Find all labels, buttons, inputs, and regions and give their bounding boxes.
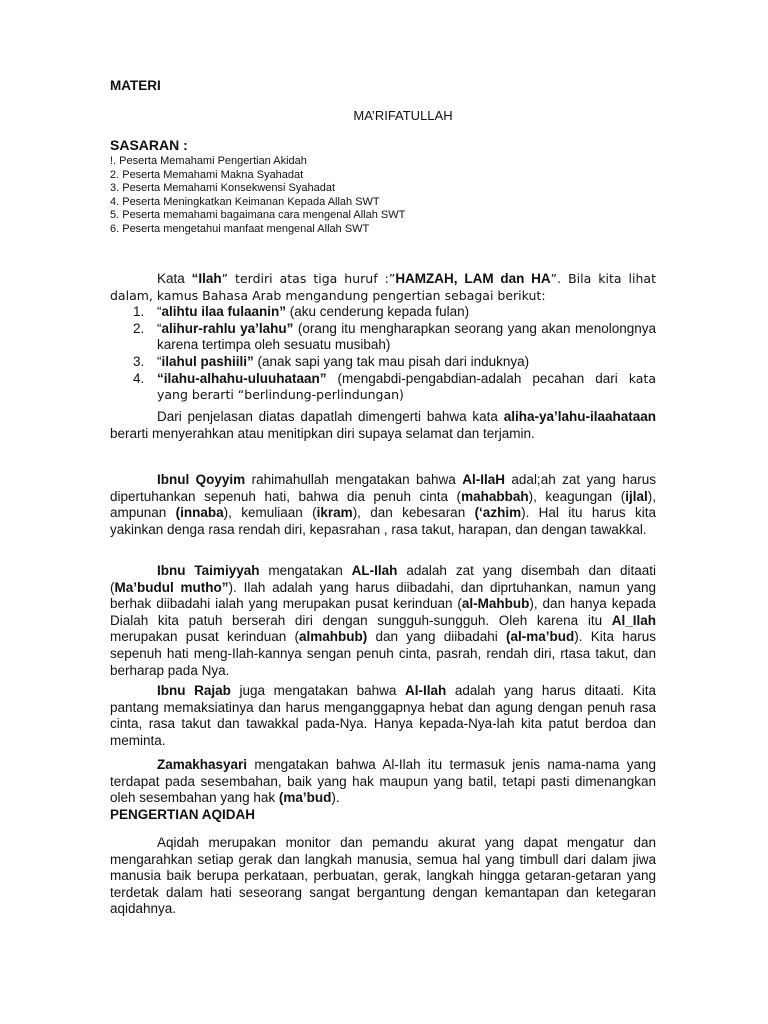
list-item: 4. Peserta Meningkatkan Keimanan Kepada Allah SWT [110, 195, 380, 208]
list-item: 2. “alihur-rahlu ya’lahu” (orang itu mengharapkan seorang yang akan menolongnya karena tertimpa oleh sesuatu musibah) [133, 320, 656, 353]
list-item: 1. “alihtu ilaa fulaanin” (aku cenderung kepada fulan) [133, 304, 470, 320]
page-title: MA’RIFATULLAH [353, 108, 453, 123]
paragraph-ibnu-taimiyyah: Ibnu Taimiyyah mengatakan AL-Ilah adalah zat yang disembah dan ditaati (Ma’budul mutho”). Ilah adalah yang harus diibadahi, dan diprtuhankan, namun yang berhak diibadahi ialah yang merupakan pusat kerinduan (al-Mahbub), dan hanya kepada Dialah kita patuh berserah diri dengan sungguh-sungguh. Oleh karena itu Al_Ilah merupakan pusat kerinduan (almahbub) dan yang diibadahi (al-ma’bud). Kita harus sepenuh hati meng-Ilah-kannya sengan penuh cinta, pasrah, rendah diri, rtasa takut, dan berharap pada Nya. [110, 563, 656, 678]
list-item: 3. “ilahul pashiili” (anak sapi yang tak mau pisah dari induknya) [133, 353, 530, 369]
section-label: MATERI [110, 78, 161, 93]
list-item: 4. “ilahu-alhahu-uluuhataan” (mengabdi-pengabdian-adalah pecahan dari kata yang berarti “berlindung-perlindungan) [133, 370, 656, 403]
list-item: !. Peserta Memahami Pengertian Akidah [110, 155, 307, 167]
list-item: 2. Peserta Memahami Makna Syahadat [110, 168, 304, 181]
sasaran-list [110, 155, 405, 236]
list-item: 6. Peserta mengetahui manfaat mengenal Allah SWT [110, 222, 370, 235]
meanings-list [110, 304, 656, 404]
paragraph-ibnu-rajab: Ibnu Rajab juga mengatakan bahwa Al-Ilah adalah yang harus ditaati. Kita pantang memaksiatinya dan harus menganggapnya hebat dan agung dengan penuh rasa cinta, rasa takut dan tawakkal pada-Nya. Hanya kepada-Nya-lah kita patut berdoa dan meminta. [110, 683, 656, 748]
paragraph-ibnul-qoyyim: Ibnul Qoyyim rahimahullah mengatakan bahwa Al-IlaH adal;ah zat yang harus dipertuhankan sepenuh hati, bahwa dia penuh cinta (mahabbah), keagungan (ijlal), ampunan (innaba), kemuliaan (ikram), dan kebesaran (‘azhim). Hal itu harus kita yakinkan denga rasa rendah diri, kepasrahan , rasa takut, harapan, dan dengan tawakkal. [110, 472, 657, 537]
intro-block [110, 271, 656, 404]
list-item: 3. Peserta Memahami Konsekwensi Syahadat [110, 182, 336, 194]
paragraph-zamakhsyari: Zamakhasyari mengatakan bahwa Al-Ilah itu termasuk jenis nama-nama yang terdapat pada sesembahan, baik yang hak maupun yang batil, tetapi pasti dimenangkan oleh sesembahan yang hak (ma’bud). PENGERTIAN AQIDAH [110, 757, 656, 822]
paragraph-aqidah: Aqidah merupakan monitor dan pemandu akurat yang dapat mengatur dan mengarahkan setiap gerak dan langkah manusia, semua hal yang timbull dari dalam jiwa manusia baik berupa perkataan, perbuatan, gerak, langkah hingga getaran-getaran yang terdetak dalam hati seseorang sangat bergantung dengan kemantapan dan ketegaran aqidahnya. [110, 835, 656, 917]
section-heading: PENGERTIAN AQIDAH [110, 806, 256, 822]
list-item: 5. Peserta memahami bagaimana cara mengenal Allah SWT [110, 209, 406, 221]
intro-paragraph: Kata “Ilah” terdiri atas tiga huruf :”HAMZAH, LAM dan HA”. Bila kita lihat dalam, kamus Bahasa Arab mengandung pengertian sebagai berikut: [110, 271, 656, 303]
paragraph-dari: Dari penjelasan diatas dapatlah dimengerti bahwa kata aliha-ya’lahu-ilaahataan berarti menyerahkan atau menitipkan diri supaya selamat dan terjamin. [110, 409, 656, 441]
sasaran-heading: SASARAN : [110, 137, 188, 153]
